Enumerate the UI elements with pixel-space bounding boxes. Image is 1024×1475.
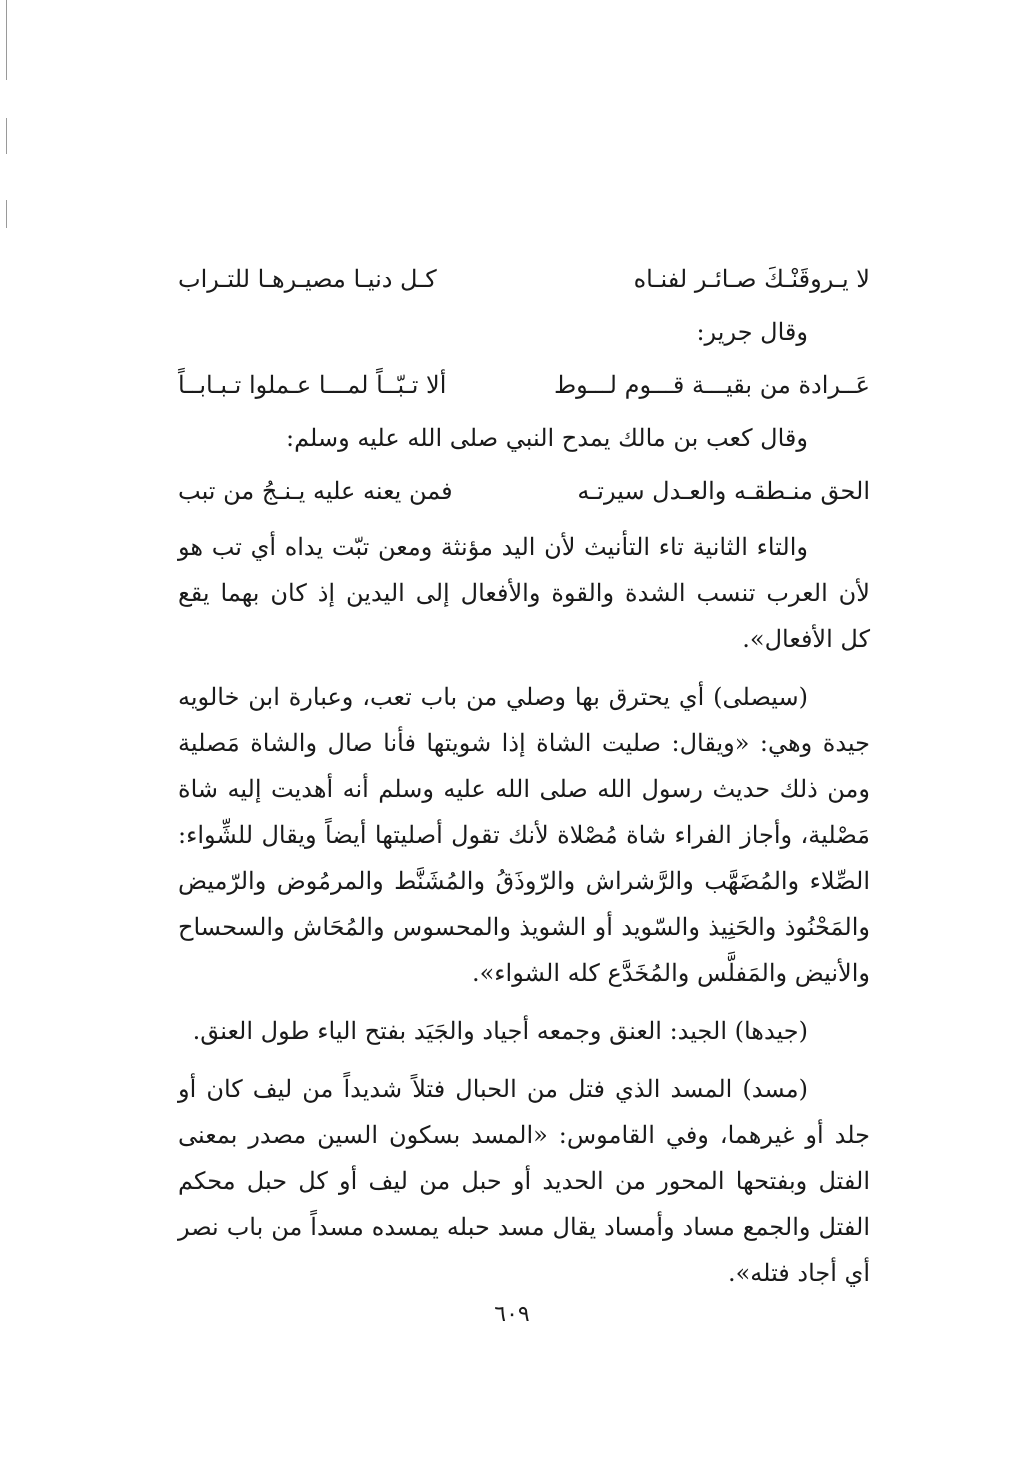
scan-edge-mark [6, 118, 7, 154]
verse-second-hemistich: كـل دنيـا مصيـرهـا للتـراب [178, 265, 437, 293]
verse-second-hemistich: ألا تـبّــاً لمـــا عـملوا تـبـابــاً [178, 371, 447, 399]
commentary-paragraph: (مسد) المسد الذي فتل من الحبال فتلاً شديداً من ليف كان أو جلد أو غيرهما، وفي القاموس: «المسد بسكون السين مصدر بمعنى الفتل وبفتحها المحور من الحديد أو حبل من ليف أو كل حبل محكم الفتل والجمع مساد وأمساد يقال مسد حبله يمسده مسداً من باب نصر أي أجاد فتله». [178, 1075, 870, 1287]
verse-second-hemistich: فمن يعنه عليه يـنـجُ من تبب [178, 477, 453, 505]
verse-line [178, 252, 870, 306]
commentary-paragraph: (جيدها) الجيد: العنق وجمعه أجياد والجَيَد بفتح الياء طول العنق. [192, 1017, 808, 1045]
verse-first-hemistich: الحق منـطقـه والعـدل سيرتـه [577, 477, 870, 505]
scan-edge-mark [6, 200, 7, 228]
commentary-paragraph: والتاء الثانية تاء التأنيث لأن اليد مؤنثة ومعن تبّت يداه أي تب هو لأن العرب تنسب الشدة والقوة والأفعال إلى اليدين إذ كان بهما يقع كل الأفعال». [178, 533, 870, 653]
scan-edge-mark [6, 0, 7, 80]
verse-first-hemistich: لا يـروقَنْـكَ صـائـر لفنـاه [633, 265, 870, 293]
verse-line [178, 464, 870, 518]
page-body [178, 252, 870, 1308]
verse-intro: وقال جرير: [696, 318, 808, 346]
verse-first-hemistich: عَــرادة من بقيـــة قـــوم لـــوط [553, 371, 870, 399]
verse-intro: وقال كعب بن مالك يمدح النبي صلى الله عليه وسلم: [285, 424, 808, 452]
commentary-paragraph: (سيصلى) أي يحترق بها وصلي من باب تعب، وعبارة ابن خالويه جيدة وهي: «ويقال: صليت الشاة إذا شويتها فأنا صال والشاة مَصلية ومن ذلك حديث رسول الله صلى الله عليه وسلم أنه أهديت إليه شاة مَصْلية، وأجاز الفراء شاة مُصْلاة لأنك تقول أصليتها أيضاً ويقال للشِّواء: الصِّلاء والمُضَهَّب والرَّشراش والرّوذَقُ والمُشَنَّط والمرمُوض والرّميض والمَحْنُوذ والحَنِيذ والسّويد أو الشويذ والمحسوس والمُحَاش والسحساح والأنيض والمَفلَّس والمُخَدَّع كله الشواء». [178, 683, 870, 987]
verse-line [178, 358, 870, 412]
page-number: ٦٠٩ [494, 1302, 530, 1327]
